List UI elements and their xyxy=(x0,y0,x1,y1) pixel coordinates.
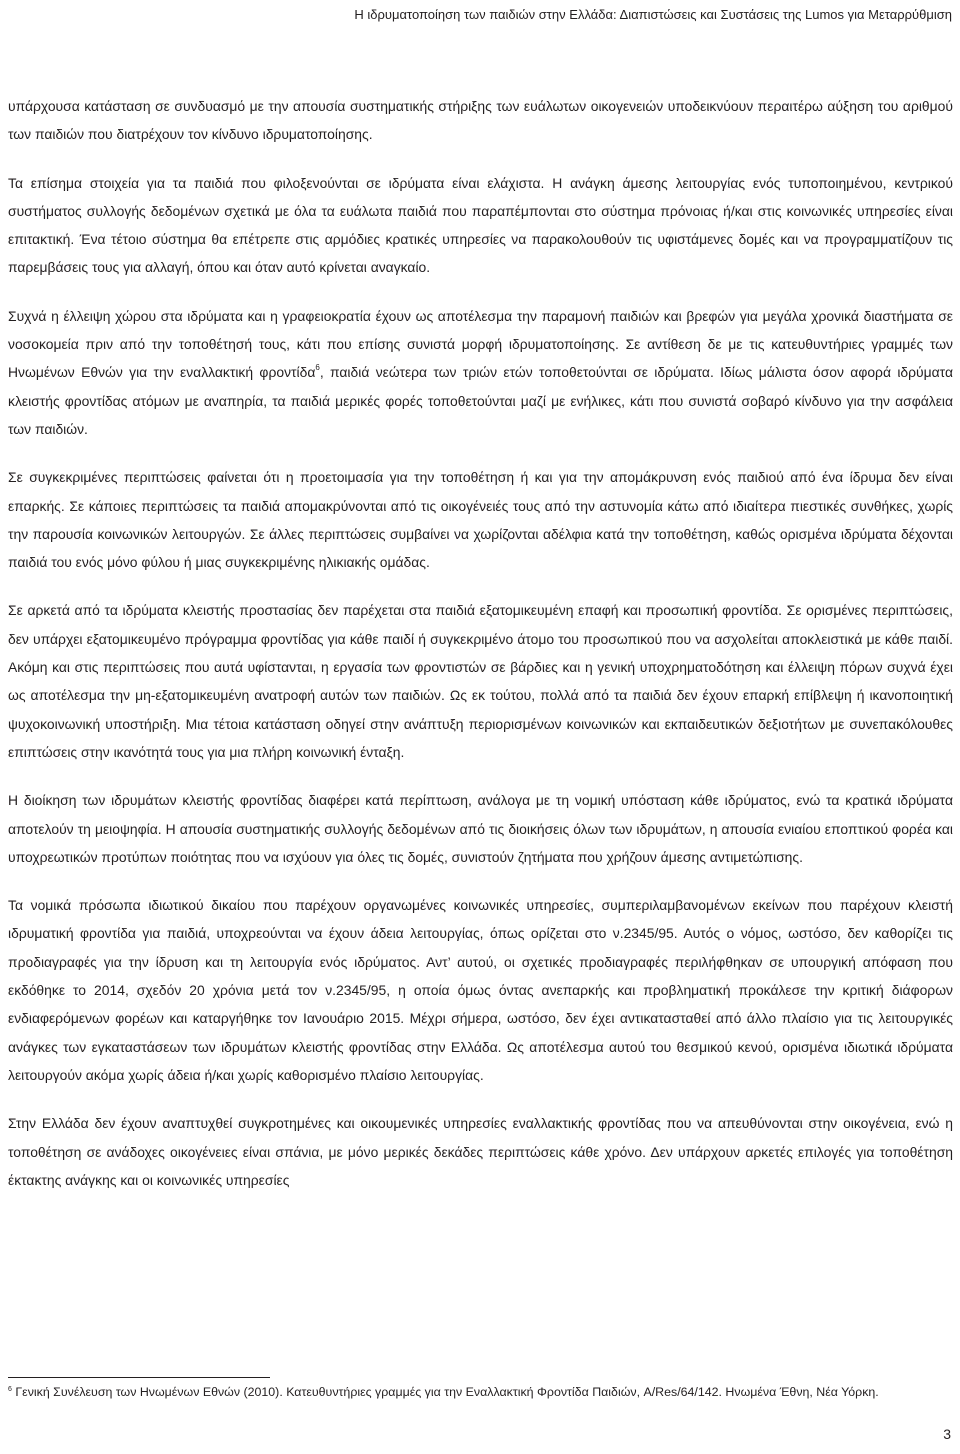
footnote-text: Γενική Συνέλευση των Ηνωμένων Εθνών (2010). Κατευθυντήριες γραμμές για την Εναλλακτική Φροντίδα Παιδιών, A/Res/64/142. Ηνωμένα Έθνη, Νέα Υόρκη. xyxy=(15,1385,879,1399)
paragraph: Τα νομικά πρόσωπα ιδιωτικού δικαίου που παρέχουν οργανωμένες κοινωνικές υπηρεσίες, συμπεριλαμβανομένων εκείνων που παρέχουν κλειστή ιδρυματική φροντίδα για παιδιά, υποχρεούνται να έχουν άδεια λειτουργίας, όπως ορίζεται στο ν.2345/95. Αυτός ο νόμος, ωστόσο, δεν καθορίζει τις προδιαγραφές για την ίδρυση και τη λειτουργία ενός ιδρύματος. Αντ’ αυτού, οι σχετικές προδιαγραφές περιλήφθηκαν σε υπουργική απόφαση που εκδόθηκε το 2014, σχεδόν 20 χρόνια μετά τον ν.2345/95, η οποία όμως όντας ανεπαρκής και προβληματική προκάλεσε την κριτική διάφορων ενδιαφερόμενων φορέων και καταργήθηκε τον Ιανουάριο 2015. Μέχρι σήμερα, ωστόσο, δεν έχει αντικατασταθεί από άλλο πλαίσιο για τις λειτουργικές ανάγκες των εγκαταστάσεων των ιδρυμάτων κλειστής φροντίδας στην Ελλάδα. Ως αποτέλεσμα αυτού του θεσμικού κενού, ορισμένα ιδιωτικά ιδρύματα λειτουργούν ακόμα χωρίς άδεια ή/και χωρίς καθορισμένο πλαίσιο λειτουργίας. xyxy=(8,897,953,1083)
running-header xyxy=(8,7,952,22)
footnote-marker: 6 xyxy=(8,1386,12,1393)
paragraph: Τα επίσημα στοιχεία για τα παιδιά που φιλοξενούνται σε ιδρύματα είναι ελάχιστα. Η ανάγκη άμεσης λειτουργίας ενός τυποποιημένου, κεντρικού συστήματος συλλογής δεδομένων σχετικά με όλα τα ευάλωτα παιδιά που παραπέμπονται στο σύστημα πρόνοιας ή/και στις κοινωνικές υπηρεσίες είναι επιτακτική. Ένα τέτοιο σύστημα θα επέτρεπε στις αρμόδιες κρατικές υπηρεσίες να παρακολουθούν τις υφιστάμενες δομές και να προγραμματίζουν τις παρεμβάσεις τους για αλλαγή, όπου και όταν αυτό κρίνεται αναγκαίο. xyxy=(8,174,953,276)
page-number: 3 xyxy=(943,1426,951,1442)
footnote-reference[interactable]: 6 xyxy=(315,363,320,373)
paragraph: Σε συγκεκριμένες περιπτώσεις φαίνεται ότι η προετοιμασία για την τοποθέτηση ή και για την απομάκρυνση ενός παιδιού από ένα ίδρυμα δεν είναι επαρκής. Σε κάποιες περιπτώσεις τα παιδιά απομακρύνονται από τις οικογένειές τους από την αστυνομία κάτω από ιδιαίτερα πιεστικές συνθήκες, χωρίς την παρουσία κοινωνικών λειτουργών. Σε άλλες περιπτώσεις συμβαίνει να χωρίζονται αδέλφια κατά την τοποθέτηση, καθώς ορισμένα ιδρύματα δέχονται παιδιά του ενός μόνο φύλου ή μιας συγκεκριμένης ηλικιακής ομάδας. xyxy=(8,469,953,571)
paragraph: Η διοίκηση των ιδρυμάτων κλειστής φροντίδας διαφέρει κατά περίπτωση, ανάλογα με τη νομική υπόσταση κάθε ιδρύματος, ενώ τα κρατικά ιδρύματα αποτελούν τη μειοψηφία. Η απουσία συστηματικής συλλογής δεδομένων από τις διοικήσεις όλων των ιδρυμάτων, η απουσία ενιαίου εποπτικού φορέα και υποχρεωτικών προτύπων ποιότητας που να ισχύουν για όλες τις δομές, συνιστούν ζητήματα που χρήζουν άμεσης αντιμετώπισης. xyxy=(8,792,953,865)
footnote-divider xyxy=(8,1377,270,1378)
paragraph: Σε αρκετά από τα ιδρύματα κλειστής προστασίας δεν παρέχεται στα παιδιά εξατομικευμένη επαφή και προσωπική φροντίδα. Σε ορισμένες περιπτώσεις, δεν υπάρχει εξατομικευμένο πρόγραμμα φροντίδας για κάθε παιδί ή συγκεκριμένο άτομο του προσωπικού που να ασχολείται αποκλειστικά με κάθε παιδί. Ακόμη και στις περιπτώσεις που αυτά υφίστανται, η εργασία των φροντιστών σε βάρδιες και η γενική υποχρηματοδότηση και έλλειψη πόρων συχνά έχει ως αποτέλεσμα την μη-εξατομικευμένη ανατροφή αυτών των παιδιών. Ως εκ τούτου, πολλά από τα παιδιά δεν έχουν επαρκή επίβλεψη ή ικανοποιητική ψυχοκοινωνική υποστήριξη. Μια τέτοια κατάσταση οδηγεί στην ανάπτυξη περιορισμένων κοινωνικών και εκπαιδευτικών δεξιοτήτων με συνεπακόλουθες επιπτώσεις στην ικανότητά τους για μια πλήρη κοινωνική ένταξη. xyxy=(8,602,953,760)
paragraph: υπάρχουσα κατάσταση σε συνδυασμό με την απουσία συστηματικής στήριξης των ευάλωτων οικογενειών υποδεικνύουν περαιτέρω αύξηση του αριθμού των παιδιών που διατρέχουν τον κίνδυνο ιδρυματοποίησης. xyxy=(8,98,953,143)
paragraph xyxy=(8,302,953,443)
paragraph-text: , παιδιά νεώτερα των τριών ετών τοποθετούνται σε ιδρύματα. Ιδίως μάλιστα όσον αφορά ιδρύματα κλειστής φροντίδας ατόμων με αναπηρία, τα παιδιά μερικές φορές τοποθετούνται μαζί με ενήλικες, κάτι που συνιστά σοβαρό κίνδυνο για την ασφάλεια των παιδιών. xyxy=(8,364,953,437)
paragraph-text: Συχνά η έλλειψη χώρου στα ιδρύματα και η γραφειοκρατία έχουν ως αποτέλεσμα την παραμονή παιδιών και βρεφών για μεγάλα χρονικά διαστήματα σε νοσοκομεία πριν από την τοποθέτησή τους, κάτι που επίσης συνιστά μορφή ιδρυματοποίησης. Σε αντίθεση δε με τις κατευθυντήριες γραμμές των Ηνωμένων Εθνών για την εναλλακτική φροντίδα xyxy=(8,307,953,381)
running-title: Η ιδρυματοποίηση των παιδιών στην Ελλάδα: Διαπιστώσεις και Συστάσεις της Lumos για Μεταρρύθμιση xyxy=(354,7,952,22)
body-text xyxy=(8,92,953,1214)
paragraph: Στην Ελλάδα δεν έχουν αναπτυχθεί συγκροτημένες και οικουμενικές υπηρεσίες εναλλακτικής φροντίδας που να απευθύνονται στην οικογένεια, ενώ η τοποθέτηση σε ανάδοχες οικογένειες είναι σπάνια, με μόνο μερικές δεκάδες περιπτώσεις κάθε χρόνο. Δεν υπάρχουν αρκετές επιλογές για τοποθέτηση έκτακτης ανάγκης και οι κοινωνικές υπηρεσίες xyxy=(8,1115,953,1188)
footnote xyxy=(8,1383,952,1401)
